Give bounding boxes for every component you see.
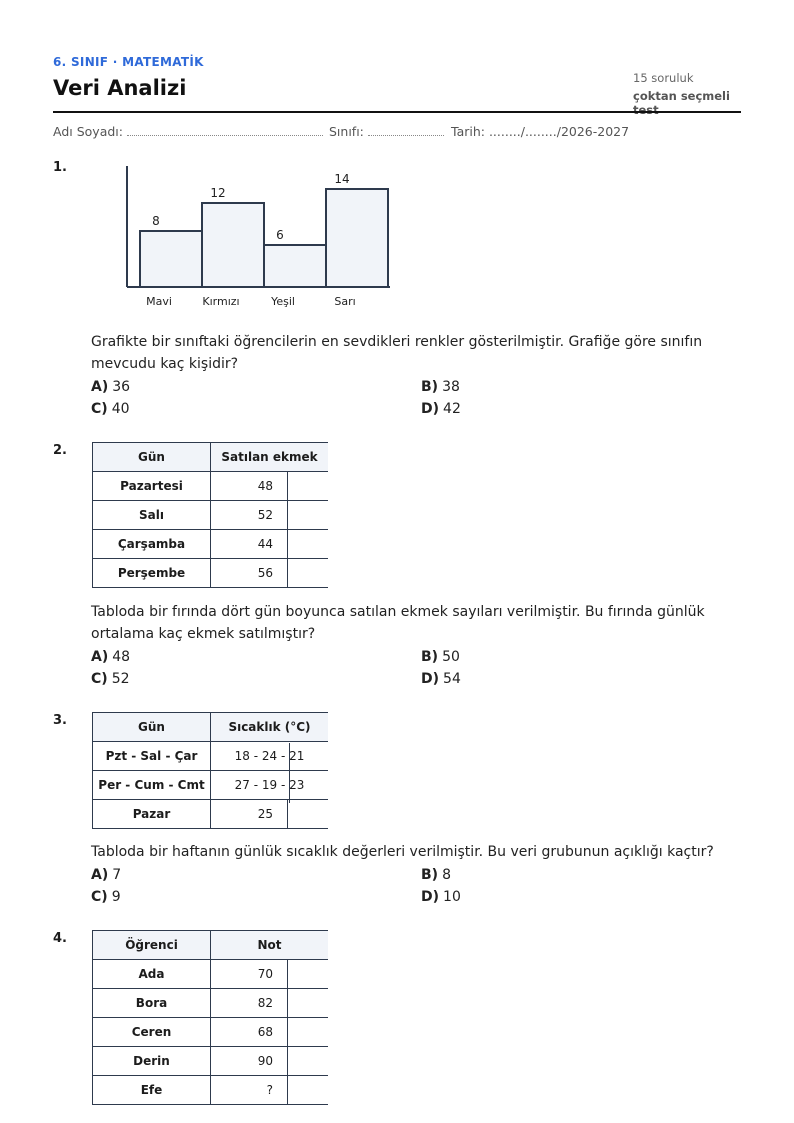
blank-cell [288,800,329,829]
blank-cell [288,472,329,501]
table-row [93,1047,329,1076]
grade-cell: 68 [211,1018,288,1047]
option-value: 36 [112,379,131,395]
table-header-row [93,443,329,472]
bar-2 [202,203,264,287]
blank-cell [288,1047,329,1076]
option-key: D) [421,401,440,417]
table-row [93,1018,329,1047]
blank-cell [288,530,329,559]
temperature-table [92,712,328,829]
day-cell: Salı [93,501,211,530]
option-key: D) [421,889,440,905]
student-cell: Ceren [93,1018,211,1047]
option-value: 10 [443,889,461,905]
bar-value-label: 14 [334,172,350,186]
question-3-option-c[interactable] [91,889,121,905]
page-title: Veri Analizi [53,76,187,100]
option-key: A) [91,379,109,395]
value-cell: 48 [211,472,288,501]
date-field[interactable] [451,124,629,139]
header-divider [53,111,741,113]
option-value: 7 [112,867,122,883]
value-cell: 56 [211,559,288,588]
table-row [93,800,329,829]
value-cell: 18 - 24 - 21 [211,742,329,771]
value-cell: 44 [211,530,288,559]
column-header: Gün [93,713,211,742]
favorite-colors-bar-chart [115,160,405,315]
question-3-number: 3. [53,713,67,728]
blank-cell [288,989,329,1018]
name-label: Adı Soyadı: [53,124,123,139]
question-2-text: Tabloda bir fırında dört gün boyunca satılan ekmek sayıları verilmiştir. Bu fırında günlük ortalama kaç ekmek satılmıştır? [91,604,705,642]
blank-cell [288,1018,329,1047]
blank-cell [288,960,329,989]
bar-3 [264,245,326,287]
table-row [93,771,329,800]
option-key: D) [421,671,440,687]
category-label: Yeşil [271,295,295,308]
blank-cell [288,559,329,588]
class-line[interactable] [368,125,444,136]
option-key: C) [91,671,108,687]
question-2-option-c[interactable] [91,671,130,687]
question-count: 15 soruluk [633,71,694,85]
column-header: Sıcaklık (°C) [211,713,329,742]
name-field[interactable] [53,124,323,139]
question-1-number: 1. [53,160,67,175]
column-header: Gün [93,443,211,472]
option-value: 50 [442,649,460,665]
table-row [93,501,329,530]
blank-cell [288,1076,329,1105]
question-1-option-d[interactable] [421,401,461,417]
table-header-row [93,931,329,960]
bar-1 [140,231,202,287]
name-line[interactable] [127,125,323,136]
option-key: B) [421,867,439,883]
table-header-row [93,713,329,742]
student-cell: Bora [93,989,211,1018]
category-label: Mavi [146,295,172,308]
grade-cell: 82 [211,989,288,1018]
day-cell: Pzt - Sal - Çar [93,742,211,771]
question-2-option-d[interactable] [421,671,461,687]
student-cell: Efe [93,1076,211,1105]
table-row [93,1076,329,1105]
column-header: Not [211,931,329,960]
table-row [93,960,329,989]
option-value: 42 [443,401,461,417]
value-cell: 25 [211,800,288,829]
category-label: Kırmızı [202,295,240,308]
option-key: C) [91,401,108,417]
question-3-option-b[interactable] [421,867,451,883]
option-key: C) [91,889,108,905]
bar-4 [326,189,388,287]
question-4-number: 4. [53,931,67,946]
option-value: 8 [442,867,451,883]
value-cell: 27 - 19 - 23 [211,771,329,800]
category-label: Sarı [334,295,356,308]
question-2-option-b[interactable] [421,649,460,665]
bread-sales-table [92,442,328,588]
option-value: 40 [111,401,130,417]
test-type: çoktan seçmeli test [633,89,730,117]
table-row [93,472,329,501]
student-cell: Ada [93,960,211,989]
question-1-text: Grafikte bir sınıftaki öğrencilerin en sevdikleri renkler gösterilmiştir. Grafiğe göre sınıfın mevcudu kaç kişidir? [91,334,703,372]
option-key: A) [91,867,109,883]
table-row [93,530,329,559]
value-cell: 52 [211,501,288,530]
bar-value-label: 8 [152,214,160,228]
option-key: B) [421,379,439,395]
column-header: Satılan ekmek [211,443,329,472]
date-label: Tarih: ......../......../2026-2027 [451,124,630,139]
bar-value-label: 6 [276,228,284,242]
subject-label: 6. SINIF · MATEMATİK [53,55,204,69]
option-value: 52 [111,671,130,687]
class-label: Sınıfı: [329,124,364,139]
question-3-text: Tabloda bir haftanın günlük sıcaklık değerleri verilmiştir. Bu veri grubunun açıklığı kaçtır? [91,844,714,860]
option-key: A) [91,649,109,665]
question-1-option-b[interactable] [421,379,460,395]
question-3-option-a[interactable] [91,867,121,883]
question-2-option-a[interactable] [91,649,130,665]
student-cell: Derin [93,1047,211,1076]
question-1-option-c[interactable] [91,401,130,417]
table-divider-line [289,743,290,803]
blank-cell [288,501,329,530]
table-row [93,742,329,771]
option-value: 54 [443,671,461,687]
option-value: 9 [111,889,121,905]
question-2-number: 2. [53,443,67,458]
table-row [93,559,329,588]
grades-table [92,930,328,1105]
option-value: 38 [442,379,460,395]
question-1-option-a[interactable] [91,379,130,395]
option-key: B) [421,649,439,665]
bar-value-label: 12 [210,186,226,200]
day-cell: Çarşamba [93,530,211,559]
column-header: Öğrenci [93,931,211,960]
question-3-option-d[interactable] [421,889,461,905]
grade-cell: ? [211,1076,288,1105]
day-cell: Perşembe [93,559,211,588]
class-field[interactable] [329,124,444,139]
grade-cell: 70 [211,960,288,989]
day-cell: Pazartesi [93,472,211,501]
day-cell: Per - Cum - Cmt [93,771,211,800]
day-cell: Pazar [93,800,211,829]
option-value: 48 [112,649,131,665]
table-row [93,989,329,1018]
grade-cell: 90 [211,1047,288,1076]
